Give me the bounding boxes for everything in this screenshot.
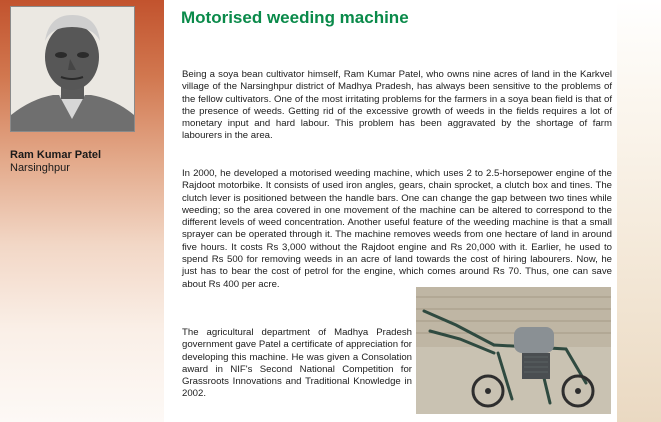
portrait-photo	[10, 6, 135, 132]
paragraph-invention: In 2000, he developed a motorised weeding machine, which uses 2 to 2.5-horsepower engine of the Rajdoot motorbike. It consists of used iron angles, gears, chain sprocket, a clutch box and tines. The clutch lever is positioned between the handle bars. One can change the gap between two tines while weeding; so the area covered in one movement of the machine can be altered to correspond to the different levels of weed concentration. Another useful feature of the weeding machine is that a small sprayer can be operated through it. The machine removes weeds from one hectare of land in around five hours. It costs Rs 3,000 without the Rajdoot engine and Rs 20,000 with it. Earlier, he used to spend Rs 500 for removing weeds in an acre of land towards the cost of hiring labourers. Now, he just has to bear the cost of petrol for the engine, which comes around Rs 70. Thus, one can save about Rs 400 per acre.	[182, 168, 612, 290]
article-title: Motorised weeding machine	[181, 8, 409, 27]
person-name: Ram Kumar Patel	[10, 149, 102, 161]
weeding-machine-photo	[416, 287, 611, 414]
person-place: Narsinghpur	[10, 162, 70, 174]
page-edge-decoration	[617, 0, 661, 422]
paragraph-award: The agricultural department of Madhya Pradesh government gave Patel a certificate of appreciation for developing this machine. He was given a Consolation award in NIF's Second National Competition for Grassroots Innovations and Traditional Knowledge in 2002.	[182, 327, 412, 400]
paragraph-intro: Being a soya bean cultivator himself, Ram Kumar Patel, who owns nine acres of land in the Karkvel village of the Narsinghpur district of Madhya Pradesh, has always been sensitive to the problems of the fellow cultivators. One of the most irritating problems for the farmers in a soya bean field is that of the presence of weeds. Getting rid of the excessive growth of weeds in the fields requires a lot of monetary input and hard labour. This problem has been aggravated by the shortage of farm labourers in the area.	[182, 69, 612, 142]
